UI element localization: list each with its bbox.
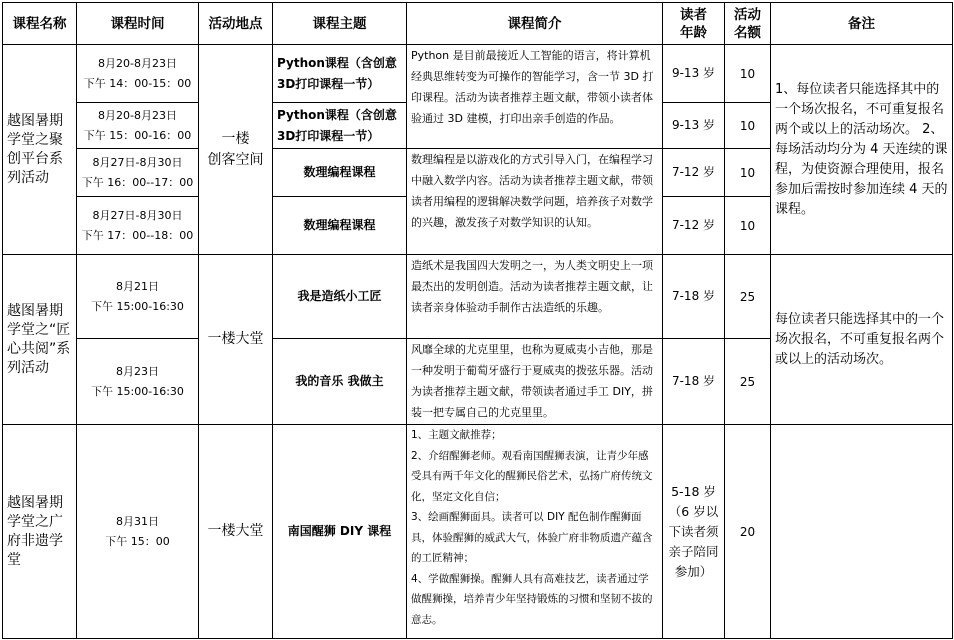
schedule-table-wrapper: [2, 2, 952, 638]
intro-line: 2、介绍醒狮老师。观看南国醒狮表演，让青少年感受具有两千年文化的醒狮民俗艺术，弘扬广府传统文化，坚定文化自信；: [411, 449, 653, 503]
course-hours: 下午 15：00: [105, 534, 170, 548]
course-hours: 下午 15:00-16:30: [91, 384, 184, 398]
course-hours: 下午 15：00-16：00: [83, 128, 192, 142]
course-date: 8月20-8月23日: [98, 56, 177, 70]
course-date: 8月20-8月23日: [98, 108, 177, 122]
group1-location: [199, 45, 273, 255]
group3-course-name: 越图暑期学堂之广府非遗学堂: [3, 425, 77, 639]
course-time: [77, 197, 199, 255]
header-note: 备注: [771, 3, 953, 45]
course-intro: Python 是目前最接近人工智能的语言，将计算机经典思维转变为可操作的智能学习，含一节 3D 打印课程。活动为读者推荐主题文献，带领小读者体验通过 3D 建模，打印出亲手创造的作品。: [407, 45, 663, 149]
course-date: 8月23日: [116, 364, 159, 378]
course-intro: 风靡全球的尤克里里，也称为夏威夷小吉他，那是一种发明于葡萄牙盛行于夏威夷的拨弦乐器。活动为读者推荐主题文献，带领读者通过手工 DIY，拼装一把专属自己的尤克里里。: [407, 339, 663, 425]
course-time: [77, 425, 199, 639]
course-theme: Python课程（含创意3D打印课程一节）: [273, 103, 407, 149]
header-age-line1: 读者: [680, 6, 707, 23]
course-time: [77, 255, 199, 339]
course-hours: 下午 14：00-15：00: [83, 76, 192, 90]
location-line2: 创客空间: [207, 151, 264, 168]
group2-course-name: 越图暑期学堂之“匠心共阅”系列活动: [3, 255, 77, 425]
course-schedule-table: [2, 2, 953, 639]
course-hours: 下午 16：00--17：00: [81, 175, 194, 189]
header-age: [663, 3, 725, 45]
group2-note: 每位读者只能选择其中的一个场次报名，不可重复报名两个或以上的活动场次。: [771, 255, 953, 425]
quota: 20: [725, 425, 771, 639]
reader-age: 9-13 岁: [663, 103, 725, 149]
course-date: 8月21日: [116, 279, 159, 293]
header-row: [3, 3, 953, 45]
intro-line: 4、学做醒狮操。醒狮人具有高难技艺，读者通过学做醒狮操，培养青少年坚持锻炼的习惯和坚韧不拔的意志。: [411, 572, 653, 626]
course-intro: 造纸术是我国四大发明之一，为人类文明史上一项最杰出的发明创造。活动为读者推荐主题文献，让读者亲身体验动手制作古法造纸的乐趣。: [407, 255, 663, 339]
intro-line: 3、绘画醒狮面具。读者可以 DIY 配色制作醒狮面具，体验醒狮的威武大气，体验广府非物质遗产蕴含的工匠精神；: [411, 511, 653, 564]
course-date: 8月27日-8月30日: [92, 155, 183, 169]
header-course-time: 课程时间: [77, 3, 199, 45]
table-row: [3, 255, 953, 339]
course-theme: 南国醒狮 DIY 课程: [273, 425, 407, 639]
quota: 25: [725, 255, 771, 339]
table-row: [3, 425, 953, 639]
header-quota-line2: 名额: [734, 24, 761, 41]
table-row: [3, 45, 953, 103]
group1-course-name: 越图暑期学堂之聚创平台系列活动: [3, 45, 77, 255]
reader-age: 7-12 岁: [663, 197, 725, 255]
quota: 10: [725, 45, 771, 103]
course-hours: 下午 15:00-16:30: [91, 299, 184, 313]
course-date: 8月31日: [116, 514, 159, 528]
reader-age: 7-18 岁: [663, 339, 725, 425]
header-age-line2: 年龄: [680, 24, 707, 41]
course-date: 8月27日-8月30日: [92, 208, 183, 222]
header-quota-line1: 活动: [734, 6, 761, 23]
course-theme: 我的音乐 我做主: [273, 339, 407, 425]
course-intro: 数理编程是以游戏化的方式引导入门，在编程学习中融入数学内容。活动为读者推荐主题文献，带领读者用编程的逻辑解决数学问题，培养孩子对数学的兴趣，激发孩子对数学知识的认知。: [407, 149, 663, 255]
course-intro: [407, 425, 663, 639]
quota: 25: [725, 339, 771, 425]
reader-age: 7-18 岁: [663, 255, 725, 339]
course-time: [77, 103, 199, 149]
quota: 10: [725, 149, 771, 197]
course-theme: Python课程（含创意3D打印课程一节）: [273, 45, 407, 103]
intro-line: 1、主题文献推荐；: [411, 429, 502, 441]
group3-location: 一楼大堂: [199, 425, 273, 639]
header-intro: 课程简介: [407, 3, 663, 45]
course-time: [77, 339, 199, 425]
course-time: [77, 45, 199, 103]
reader-age: 5-18 岁（6 岁以下读者须亲子陪同参加）: [663, 425, 725, 639]
header-theme: 课程主题: [273, 3, 407, 45]
header-quota: [725, 3, 771, 45]
group1-note: 1、每位读者只能选择其中的一个场次报名，不可重复报名两个或以上的活动场次。 2、每场活动均分为 4 天连续的课程，为使资源合理使用，报名参加后需按时参加连续 4 天的课程。: [771, 45, 953, 255]
reader-age: 9-13 岁: [663, 45, 725, 103]
course-hours: 下午 17：00--18：00: [81, 228, 194, 242]
group3-note-empty: [771, 425, 953, 639]
quota: 10: [725, 197, 771, 255]
location-line1: 一楼: [221, 130, 250, 147]
header-course-name: 课程名称: [3, 3, 77, 45]
course-theme: 我是造纸小工匠: [273, 255, 407, 339]
course-theme: 数理编程课程: [273, 197, 407, 255]
quota: 10: [725, 103, 771, 149]
course-time: [77, 149, 199, 197]
header-location: 活动地点: [199, 3, 273, 45]
reader-age: 7-12 岁: [663, 149, 725, 197]
group2-location: 一楼大堂: [199, 255, 273, 425]
course-theme: 数理编程课程: [273, 149, 407, 197]
